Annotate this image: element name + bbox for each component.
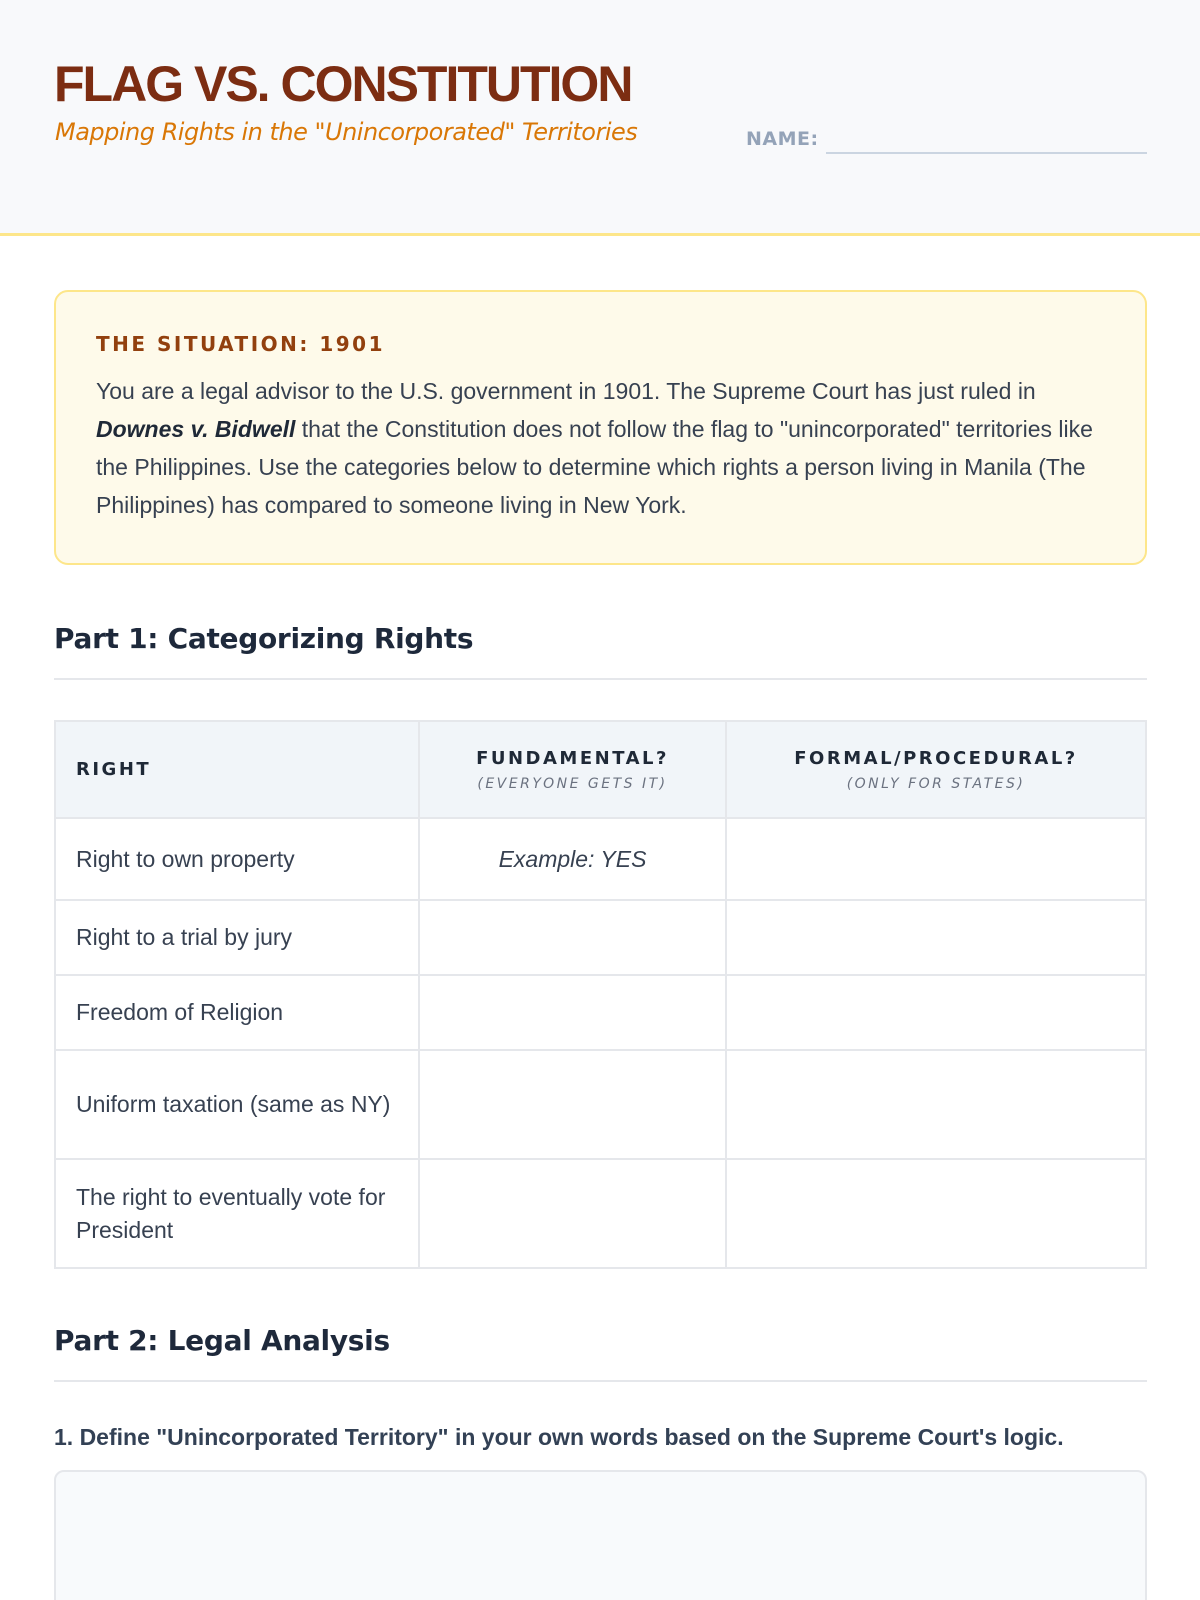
name-label: NAME: xyxy=(746,128,819,150)
situation-callout xyxy=(54,290,1147,565)
part1-divider xyxy=(54,678,1147,680)
part1-title: Part 1: Categorizing Rights xyxy=(54,622,474,655)
formal-cell[interactable] xyxy=(726,1159,1146,1268)
column-header-formal: FORMAL/PROCEDURAL? (ONLY FOR STATES) xyxy=(726,721,1146,818)
column-header-right: RIGHT xyxy=(55,721,419,818)
fundamental-cell[interactable] xyxy=(419,900,726,975)
right-cell: Right to own property xyxy=(55,818,419,900)
rights-table xyxy=(54,720,1147,1269)
page-title: FLAG VS. CONSTITUTION xyxy=(54,56,632,112)
column-subheader-formal: (ONLY FOR STATES) xyxy=(846,775,1026,792)
table-header-row xyxy=(55,721,1146,818)
column-header-fundamental: FUNDAMENTAL? (EVERYONE GETS IT) xyxy=(419,721,726,818)
situation-text xyxy=(96,372,1105,524)
formal-cell[interactable] xyxy=(726,900,1146,975)
worksheet-header xyxy=(0,0,1200,236)
question-1: 1. Define "Unincorporated Territory" in your own words based on the Supreme Court's logic. xyxy=(54,1424,1064,1450)
situation-text-after: that the Constitution does not follow the flag to "unincorporated" territories like the Philippines. Use the categories below to determine which rights a person living in Manila (The Philippines) has compared to someone living in New York. xyxy=(96,416,1093,518)
case-name: Downes v. Bidwell xyxy=(96,416,296,442)
formal-cell[interactable] xyxy=(726,1050,1146,1159)
table-row xyxy=(55,1050,1146,1159)
right-cell: Freedom of Religion xyxy=(55,975,419,1050)
right-cell: Uniform taxation (same as NY) xyxy=(55,1050,419,1159)
table-row xyxy=(55,975,1146,1050)
fundamental-cell[interactable] xyxy=(419,1159,726,1268)
column-subheader-fundamental: (EVERYONE GETS IT) xyxy=(477,775,668,792)
situation-text-before: You are a legal advisor to the U.S. government in 1901. The Supreme Court has just ruled in xyxy=(96,378,1036,404)
answer-box-1[interactable] xyxy=(54,1470,1147,1600)
page-subtitle: Mapping Rights in the "Unincorporated" Territories xyxy=(55,118,638,146)
right-cell: The right to eventually vote for President xyxy=(55,1159,419,1268)
situation-title: THE SITUATION: 1901 xyxy=(96,332,385,356)
fundamental-cell[interactable]: Example: YES xyxy=(419,818,726,900)
name-field-line[interactable] xyxy=(826,152,1147,154)
part2-title: Part 2: Legal Analysis xyxy=(54,1324,390,1357)
table-row xyxy=(55,1159,1146,1268)
formal-cell[interactable] xyxy=(726,818,1146,900)
fundamental-cell[interactable] xyxy=(419,1050,726,1159)
right-cell: Right to a trial by jury xyxy=(55,900,419,975)
table-row xyxy=(55,900,1146,975)
part2-divider xyxy=(54,1380,1147,1382)
fundamental-cell[interactable] xyxy=(419,975,726,1050)
table-row xyxy=(55,818,1146,900)
formal-cell[interactable] xyxy=(726,975,1146,1050)
